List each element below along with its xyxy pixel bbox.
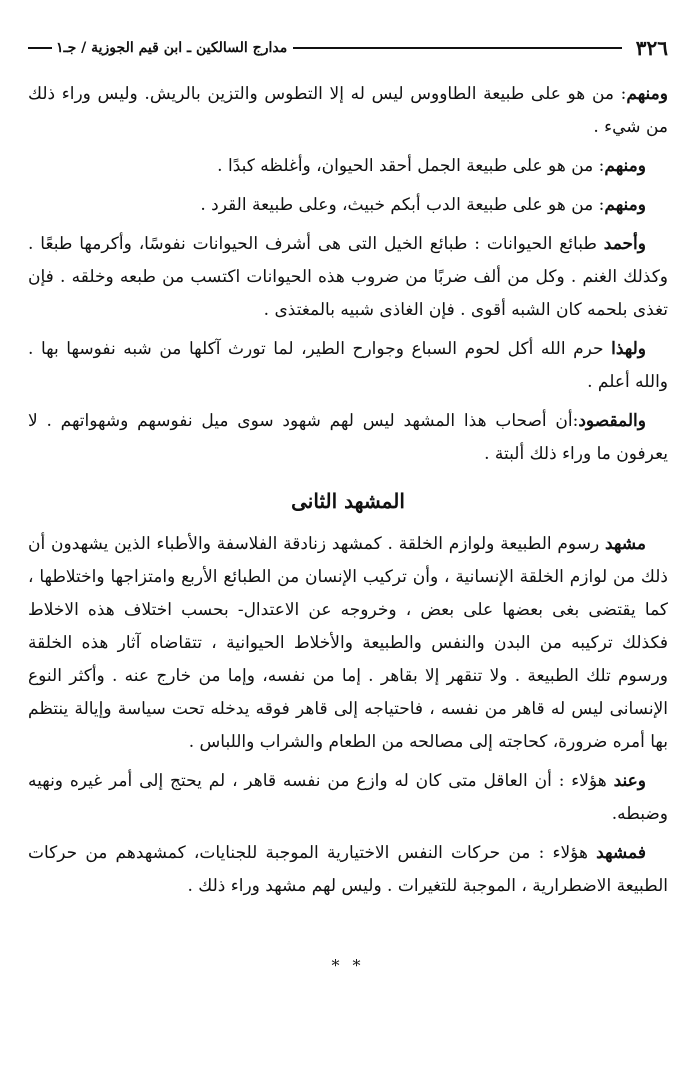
paragraph-text: حرم الله أكل لحوم السباع وجوارح الطير، لما تورث آكلها من شبه نفوسها بها . والله أعلم .: [28, 339, 668, 392]
section-end-ornament: * *: [331, 956, 365, 975]
header-rule: [293, 47, 622, 49]
paragraph-text: : من هو على طبيعة الجمل أحقد الحيوان، وأغلظه كبدًا .: [217, 156, 605, 176]
document-page: [28, 28, 668, 982]
paragraph: [28, 333, 668, 399]
paragraph: [28, 405, 668, 471]
paragraph: [28, 78, 668, 144]
page-header: [28, 28, 668, 68]
paragraph-text: رسوم الطبيعة ولوازم الخلقة . كمشهد زنادقة الفلاسفة والأطباء الذين يشهدون أن ذلك من لوازم الخلقة الإنسانية ، وأن تركيب الإنسان من الطبائع الأربع وامتزاجها واختلاطها ، كما يقتضى بغى بعضها على بعض ، وخروجه عن الاعتدال- بحسب اختلاف هذه الاخلاط فكذلك تركيبه من البدن والنفس والطبيعة والأخلاط الحيوانية ، تتقاضاه آثار هذه الخلقة ورسوم تلك الطبيعة . ولا تنقهر إلا بقاهر . إما من نفسه، وإما من خارج عنه . وأكثر النوع الإنسانى ليس له قاهر من نفسه ، فاحتياجه إلى قاهر فوقه يدخله تحت سياسة وإيالة ينتظم بها أمره ضرورة، كحاجته إلى مصالحه من الطعام والشراب واللباس .: [28, 534, 668, 752]
running-title: مدارج السالكين ـ ابن قيم الجوزية / جـ١: [56, 40, 288, 56]
paragraph-lead: وأحمد: [603, 234, 646, 254]
page-body: [28, 78, 668, 982]
paragraph-text: : من هو على طبيعة الدب أبكم خبيث، وعلى طبيعة القرد .: [200, 195, 605, 215]
paragraph: [28, 189, 668, 222]
paragraph-lead: مشهد: [604, 534, 646, 554]
paragraph-lead: ومنهم: [626, 84, 668, 104]
paragraph-text: :أن أصحاب هذا المشهد ليس لهم شهود سوى ميل نفوسهم وشهواتهم . لا يعرفون ما وراء ذلك ألبتة .: [28, 411, 668, 464]
paragraph-text: طبائع الحيوانات : طبائع الخيل التى هى أشرف الحيوانات نفوسًا، وأكرمها طبعًا . وكذلك الغنم . وكل من ألف ضربًا من ضروب هذه الحيوانات اكتسب من طبعه وخلقه . فإن تغذى بلحمه كان الشبه أقوى . فإن الغاذى شبيه بالمغتذى .: [28, 234, 668, 320]
paragraph-lead: ومنهم: [604, 156, 646, 176]
paragraph-lead: وعند: [613, 771, 646, 791]
paragraph-text: : من هو على طبيعة الطاووس ليس له إلا التطوس والتزين بالريش. وليس وراء ذلك من شيء .: [28, 84, 668, 137]
paragraph-text: هؤلاء : أن العاقل متى كان له وازع من نفسه قاهر ، لم يحتج إلى أمر غيره ونهيه وضبطه.: [28, 771, 668, 824]
paragraph: [28, 528, 668, 759]
paragraph: [28, 765, 668, 831]
section-heading: المشهد الثانى: [291, 489, 405, 513]
paragraph-lead: ولهذا: [611, 339, 646, 359]
paragraph-text: هؤلاء : من حركات النفس الاختيارية الموجبة للجنايات، كمشهدهم من حركات الطبيعة الاضطرارية ، الموجبة للتغيرات . وليس لهم مشهد وراء ذلك .: [28, 843, 668, 896]
paragraph: [28, 837, 668, 903]
paragraph: [28, 228, 668, 327]
paragraph-lead: ومنهم: [604, 195, 646, 215]
page-number: ٣٢٦: [635, 36, 668, 60]
paragraph: [28, 150, 668, 183]
header-tail-rule: [28, 47, 52, 49]
paragraph-lead: والمقصود: [578, 411, 646, 431]
paragraph-lead: فمشهد: [596, 843, 646, 863]
